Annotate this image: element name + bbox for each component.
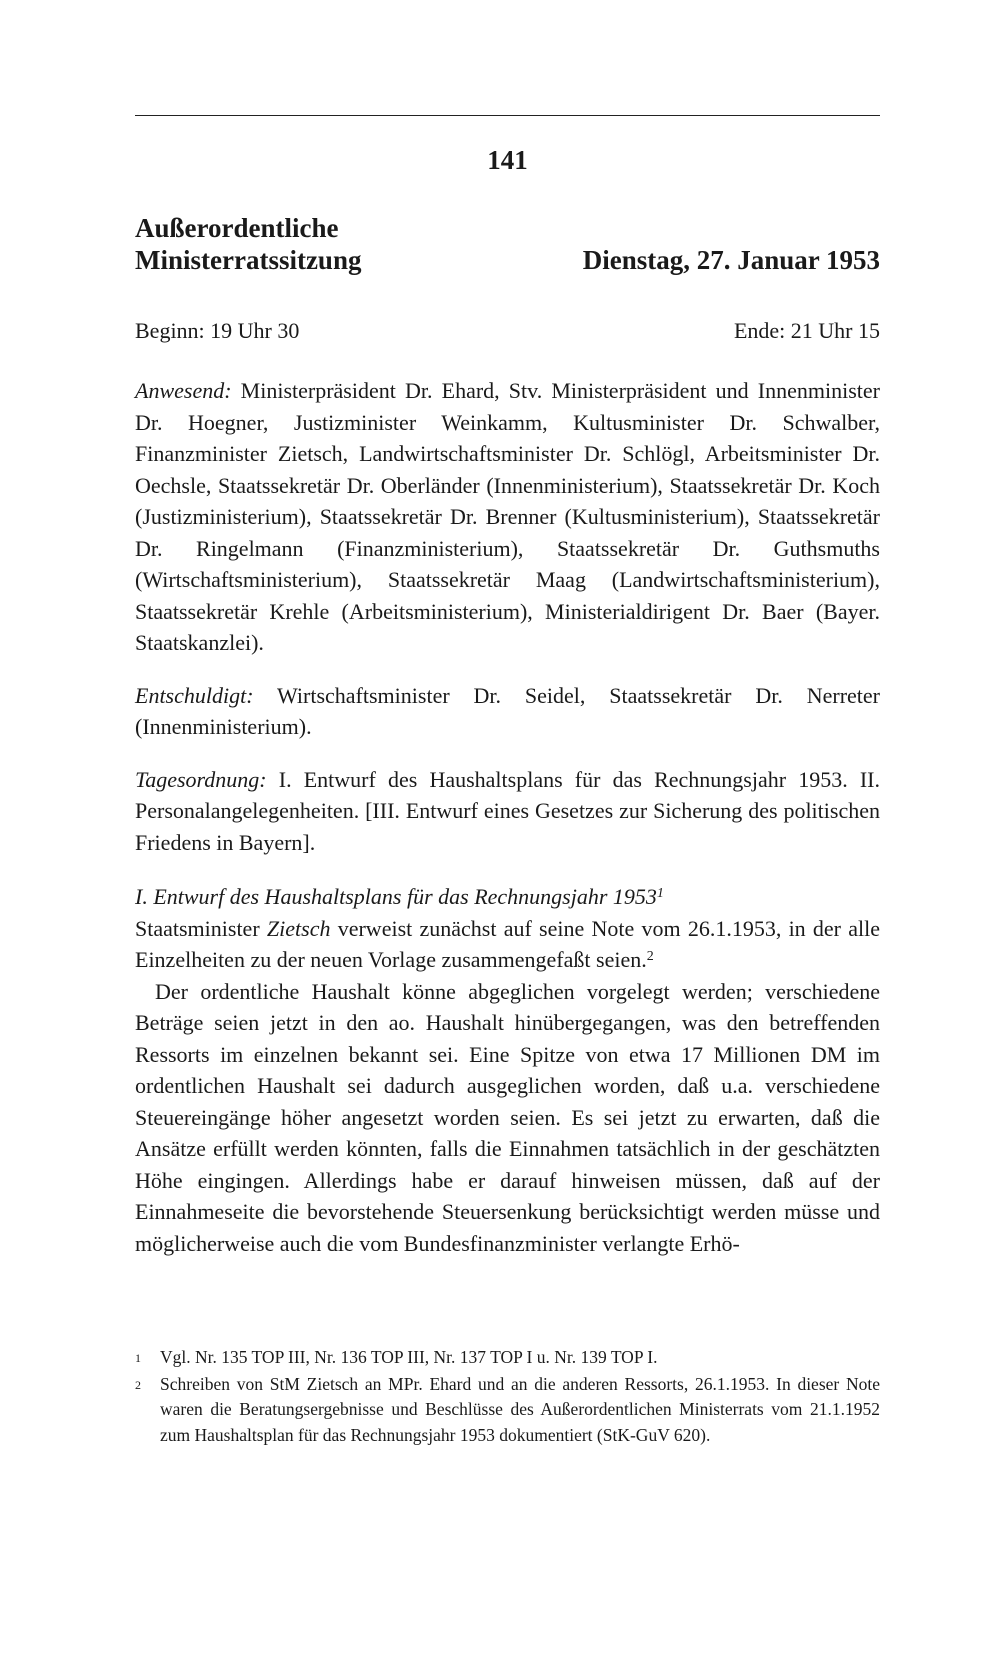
meeting-title-line-2: Ministerratssitzung (135, 245, 362, 275)
footnote-text: Schreiben von StM Zietsch an MPr. Ehard und an die anderen Ressorts, 26.1.1953. In dieser Note waren die Beratungsergebnisse und Beschlüsse des Außerordentlichen Ministerrats vom 21.1.1952 zum Haushaltsplan für das Rechnungsjahr 1953 dokumentiert (StK-GuV 620). (160, 1373, 880, 1445)
p1-text-a: Staatsminister (135, 915, 267, 941)
section-heading-text: I. Entwurf des Haushaltsplans für das Rechnungsjahr 1953 (135, 884, 657, 909)
excused-label: Entschuldigt: (135, 682, 254, 708)
present-paragraph (135, 375, 880, 659)
section-paragraph-2: Der ordentliche Haushalt könne abgeglichen vorgelegt werden; verschiedene Beträge seien jetzt in den ao. Haushalt hinübergegangen, was den betreffenden Ressorts im einzelnen bekannt sei. Eine Spitze von etwa 17 Millionen DM im ordentlichen Haushalt sei dadurch ausgeglichen worden, daß u.a. verschiedene Steuereingänge höher angesetzt worden seien. Es sei jetzt zu erwarten, daß die Ansätze erfüllt werden könnten, falls die Einnahmen tatsächlich in der geschätzten Höhe eingingen. Allerdings habe er darauf hinweisen müssen, daß auf der Einnahmeseite die bevorstehende Steuersenkung berücksichtigt werden müsse und möglicherweise auch die vom Bundesfinanzminister verlangte Erhö- (135, 978, 880, 1256)
present-label: Anwesend: (135, 378, 232, 403)
agenda-label: Tagesordnung: (135, 766, 267, 792)
meeting-date: Dienstag, 27. Januar 1953 (582, 245, 880, 275)
excused-text: Wirtschaftsminister Dr. Seidel, Staatssekretär Dr. Nerreter (Innenministerium). (135, 682, 880, 739)
top-rule (135, 115, 880, 116)
footnotes (135, 1345, 880, 1448)
p1-text-b: verweist zunächst auf seine Note vom 26.1.1953, in der alle Einzelheiten zu der neuen Vorlage zusammengefaßt seien. (135, 915, 881, 972)
begin-time: Beginn: 19 Uhr 30 (135, 318, 300, 343)
meeting-title-line-1: Außerordentliche (135, 213, 339, 243)
footnote-number: 2 (135, 1377, 141, 1392)
footnote-1 (135, 1345, 880, 1372)
footnote-number: 1 (135, 1351, 141, 1365)
footnote-ref-2[interactable]: 2 (646, 949, 654, 964)
end-time: Ende: 21 Uhr 15 (733, 318, 880, 343)
footnote-text: Vgl. Nr. 135 TOP III, Nr. 136 TOP III, Nr. 137 TOP I u. Nr. 139 TOP I. (160, 1347, 658, 1367)
document-body (135, 375, 880, 1259)
section-heading (135, 881, 880, 913)
agenda-paragraph (135, 764, 880, 859)
meeting-title (135, 212, 361, 276)
speaker-name: Zietsch (266, 915, 331, 941)
document-number: 141 (487, 145, 528, 175)
footnote-2 (135, 1372, 880, 1449)
present-text: Ministerpräsident Dr. Ehard, Stv. Ministerpräsident und Innenminister Dr. Hoegner, Justizminister Weinkamm, Kultusminister Dr. Schwalber, Finanzminister Zietsch, Landwirtschaftsminister Dr. Schlögl, Arbeitsminister Dr. Oechsle, Staatssekretär Dr. Oberländer (Innenministerium), Staatssekretär Dr. Koch (Justizministerium), Staatssekretär Dr. Brenner (Kultusministerium), Staatssekretär Dr. Ringelmann (Finanzministerium), Staatssekretär Dr. Guthsmuths (Wirtschaftsministerium), Staatssekretär Maag (Landwirtschaftsministerium), Staatssekretär Krehle (Arbeitsministerium), Ministerialdirigent Dr. Baer (Bayer. Staatskanzlei). (135, 378, 880, 655)
footnote-ref-1[interactable]: 1 (656, 886, 664, 901)
excused-paragraph (135, 680, 880, 743)
agenda-text: I. Entwurf des Haushaltsplans für das Rechnungsjahr 1953. II. Personalangelegenheiten. [III. Entwurf eines Gesetzes zur Sicherung des politischen Friedens in Bayern]. (135, 766, 880, 855)
section-paragraph-1 (135, 913, 880, 976)
